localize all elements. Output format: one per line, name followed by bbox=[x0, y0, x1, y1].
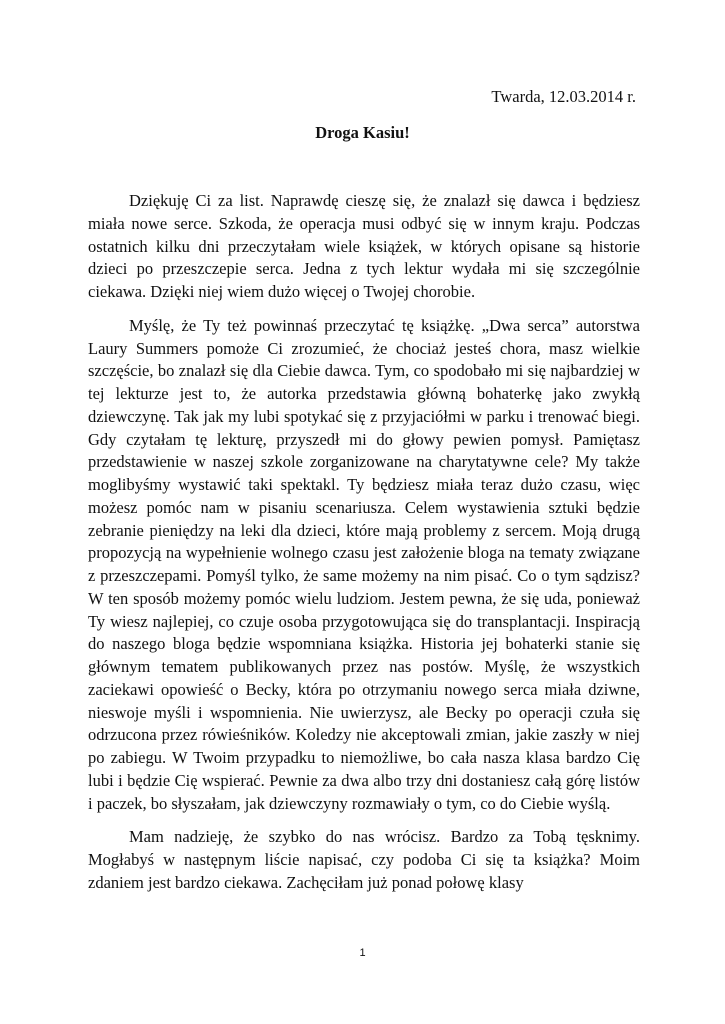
page-number: 1 bbox=[359, 947, 366, 959]
letter-paragraph-3: Mam nadzieję, że szybko do nas wrócisz. Bardzo za Tobą tęsknimy. Mogłabyś w następnym liście napisać, czy podoba Ci się ta książka? Moim zdaniem jest bardzo ciekawa. Zachęciłam już ponad połowę klasy bbox=[88, 827, 640, 892]
letter-paragraph-1: Dziękuję Ci za list. Naprawdę cieszę się, że znalazł się dawca i będziesz miała nowe serce. Szkoda, że operacja musi odbyć się w innym kraju. Podczas ostatnich kilku dni przeczytałam wiele książek, w których opisane są historie dzieci po przeszczepie serca. Jedna z tych lektur wydała mi się szczególnie ciekawa. Dzięki niej wiem dużo więcej o Twojej chorobie. bbox=[88, 191, 640, 301]
letter-greeting: Droga Kasiu! bbox=[315, 123, 410, 142]
letter-date: Twarda, 12.03.2014 r. bbox=[491, 87, 636, 106]
letter-paragraph-2: Myślę, że Ty też powinnaś przeczytać tę książkę. „Dwa serca” autorstwa Laury Summers pomoże Ci zrozumieć, że chociaż jesteś chora, masz wielkie szczęście, bo znalazł się dla Ciebie dawca. Tym, co spodobało mi się najbardziej w tej lekturze jest to, że autorka przedstawia główną bohaterkę jako zwykłą dziewczynę. Tak jak my lubi spotykać się z przyjaciółmi w parku i trenować biegi. Gdy czytałam tę lekturę, przyszedł mi do głowy pewien pomysł. Pamiętasz przedstawienie w naszej szkole zorganizowane na charytatywne cele? My także moglibyśmy wystawić taki spektakl. Ty będziesz miała teraz dużo czasu, więc możesz pomóc nam w pisaniu scenariusza. Celem wystawienia sztuki będzie zebranie pieniędzy na leki dla dzieci, które mają problemy z sercem. Moją drugą propozycją na wypełnienie wolnego czasu jest założenie bloga na tematy związane z przeszczepami. Pomyśl tylko, że same możemy na nim pisać. Co o tym sądzisz? W ten sposób możemy pomóc wielu ludziom. Jestem pewna, że się uda, ponieważ Ty wiesz najlepiej, co czuje osoba przygotowująca się do transplantacji. Inspiracją do naszego bloga będzie wspomniana książka. Historia jej bohaterki stanie się głównym tematem publikowanych przez nas postów. Myślę, że wszystkich zaciekawi opowieść o Becky, która po otrzymaniu nowego serca miała dziwne, nieswoje myśli i wspomnienia. Nie uwierzysz, ale Becky po operacji czuła się odrzucona przez rówieśników. Koledzy nie akceptowali zmian, jakie zaszły w niej po zabiegu. W Twoim przypadku to niemożliwe, bo cała nasza klasa bardzo Cię lubi i będzie Cię wspierać. Pewnie za dwa albo trzy dni dostaniesz całą górę listów i paczek, bo słyszałam, jak dziewczyny rozmawiały o tym, co do Ciebie wyślą. bbox=[88, 315, 640, 813]
letter-body bbox=[88, 190, 640, 906]
